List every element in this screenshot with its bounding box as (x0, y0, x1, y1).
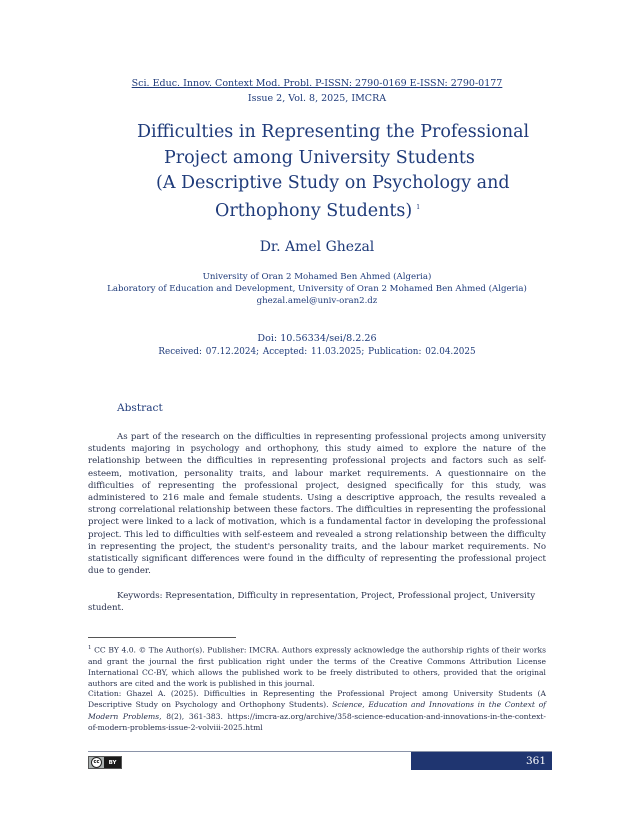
footnote-license (88, 643, 546, 690)
affiliation-university: University of Oran 2 Mohamed Ben Ahmed (Algeria) (202, 272, 432, 282)
title-line-2: Project among University Students (164, 148, 475, 168)
title-footnote-mark[interactable]: 1 (416, 204, 421, 211)
author-name: Dr. Amel Ghezal (259, 239, 375, 255)
citation-suffix: , 8(2), 361-383. https://imcra-az.org/archive/358-science-education-and-innovations-in-the-context-of-modern-problems-issue-2-volviii-2025.html (88, 711, 546, 732)
title-line-4 (215, 197, 420, 222)
abstract-body: As part of the research on the difficulties in representing professional projects among university students majoring in psychology and orthophony, this study aimed to explore the nature of the relationship between the difficulties in representing professional projects and factors such as self-esteem, motivation, personality traits, and labour market requirements. A questionnaire on the difficulties of representing the professional project, designed specifically for this study, was administered to 216 male and female students. Using a descriptive approach, the results revealed a strong correlational relationship between these factors. The difficulties in representing the professional project were linked to a lack of motivation, which is a fundamental factor in developing the professional project. This led to difficulties with self-esteem and revealed a strong relationship between the difficulty in representing the project, the student's personality traits, and the labour market requirements. No statistically significant differences were found in the difficulty of representing the professional project due to gender. (88, 432, 546, 577)
issue-line: Issue 2, Vol. 8, 2025, IMCRA (247, 93, 387, 104)
cc-by-license-badge[interactable] (88, 756, 122, 769)
journal-citation-line (0, 78, 634, 89)
citation-journal: Science, Education and Innovations in the Context of Modern Problems (88, 700, 546, 721)
title-line-3: (A Descriptive Study on Psychology and (156, 173, 510, 193)
title-line-4-text: Orthophony Students) (215, 200, 413, 221)
footnote-license-text: CC BY 4.0. © The Author(s). Publisher: IMCRA. Authors expressly acknowledge the authorship rights of their works and grant the journal the first publication right under the terms of the Creative Commons Attribution License International CC-BY, which allows the published work to be freely distributed to others, provided that the original authors are cited and the work is published in this journal. (88, 645, 546, 689)
footnote-divider (88, 637, 236, 638)
page-number: 361 (525, 755, 546, 767)
citation (88, 688, 546, 733)
journal-citation-link[interactable]: Sci. Educ. Innov. Context Mod. Probl. P-ISSN: 2790-0169 E-ISSN: 2790-0177 (131, 78, 503, 89)
cc-icon: cc (91, 757, 102, 768)
publication-dates: Received: 07.12.2024; Accepted: 11.03.2025; Publication: 02.04.2025 (158, 347, 476, 357)
abstract-heading: Abstract (117, 402, 163, 414)
title-line-1: Difficulties in Representing the Professional (137, 122, 530, 142)
by-label: BY (104, 757, 121, 768)
page-number-box (411, 752, 552, 770)
doi: Doi: 10.56334/sei/8.2.26 (257, 333, 377, 344)
author-email[interactable]: ghezal.amel@univ-oran2.dz (256, 296, 378, 306)
keywords: Keywords: Representation, Difficulty in representation, Project, Professional project, University student. (88, 591, 536, 614)
citation-prefix: Citation: Ghazel A. (2025). Difficulties in Representing the Professional Project among University Students (A Descriptive Study on Psychology and Orthophony Students). (88, 689, 546, 710)
footnote-mark: 1 (88, 645, 92, 651)
affiliation-laboratory: Laboratory of Education and Development, University of Oran 2 Mohamed Ben Ahmed (Algeria) (107, 284, 527, 294)
